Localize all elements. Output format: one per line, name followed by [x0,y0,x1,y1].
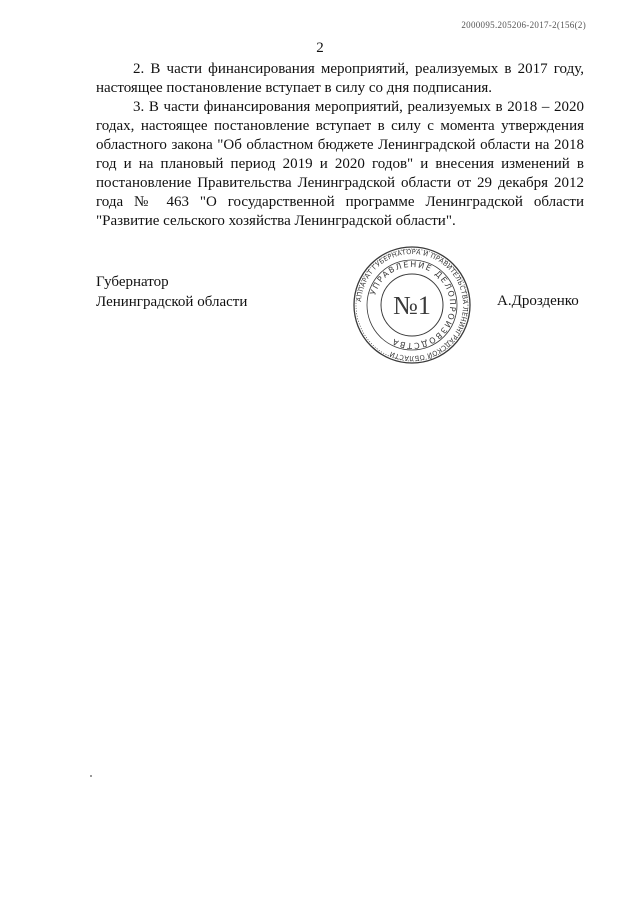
stamp-center-number: №1 [393,291,431,320]
signatory-name: А.Дрозденко [497,293,579,309]
signatory-position [96,272,247,312]
document-body [96,60,584,231]
page-number: 2 [316,40,324,56]
document-reference-number: 2000095.205206-2017-2(156(2) [461,20,586,30]
official-seal-stamp [352,245,472,365]
stamp-outer-text: АППАРАТ ГУБЕРНАТОРА И ПРАВИТЕЛЬСТВА ЛЕНИНГРАДСКОЙ ОБЛАСТИ [355,247,470,363]
signatory-position-line2: Ленинградской области [96,294,248,310]
paragraph-3: 3. В части финансирования мероприятий, реализуемых в 2018 – 2020 годах, настоящее постановление вступает в силу с момента утверждения областного закона "Об областном бюджете Ленинградской области на 2018 год и на плановый период 2019 и 2020 годов" и внесения изменений в постановление Правительства Ленинградской области от 29 декабря 2012 года № 463 "О государственной программе Ленинградской области "Развитие сельского хозяйства Ленинградской области". [96,99,584,229]
scan-speck [90,775,92,777]
paragraph-2: 2. В части финансирования мероприятий, реализуемых в 2017 году, настоящее постановление вступает в силу со дня подписания. [96,61,584,96]
signatory-position-line1: Губернатор [96,274,169,290]
stamp-inner-text: УПРАВЛЕНИЕ ДЕЛОПРОИЗВОДСТВА [368,259,458,351]
